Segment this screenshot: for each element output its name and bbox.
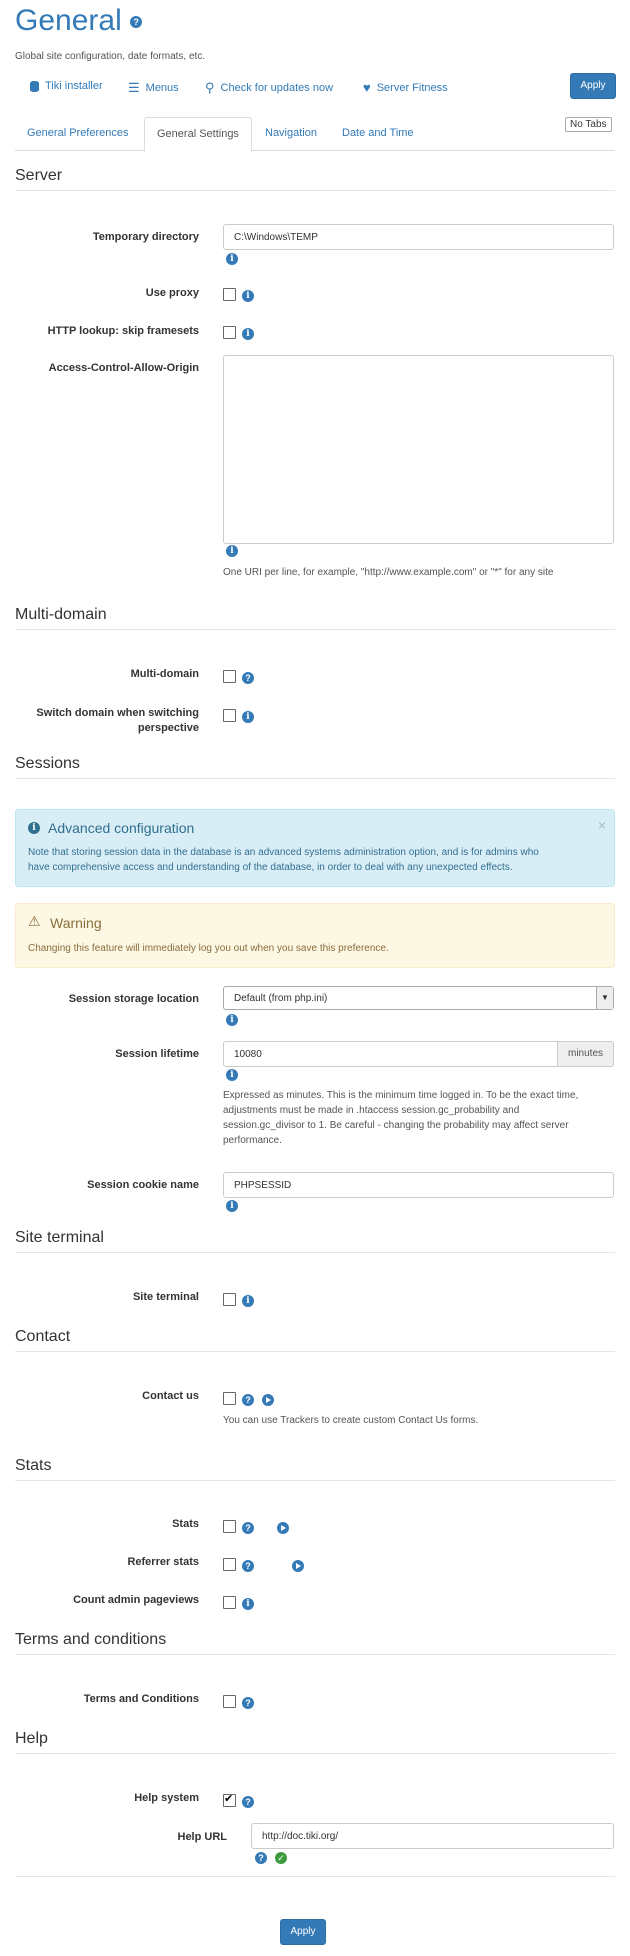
- referrer-stats-checkbox[interactable]: [223, 1558, 236, 1571]
- info-icon[interactable]: i: [226, 545, 238, 557]
- play-icon[interactable]: [277, 1522, 289, 1534]
- contact-us-checkbox[interactable]: [223, 1392, 236, 1405]
- session-cookie-input[interactable]: PHPSESSID: [223, 1172, 614, 1198]
- terms-checkbox[interactable]: [223, 1695, 236, 1708]
- page-subtitle: Global site configuration, date formats, etc.: [15, 51, 206, 62]
- section-help: Help: [15, 1730, 615, 1754]
- page-title-text: General: [15, 4, 122, 37]
- help-url-label: Help URL: [177, 1831, 227, 1843]
- switch-domain-label-line-2: perspective: [137, 722, 199, 734]
- info-icon[interactable]: i: [242, 1598, 254, 1610]
- use-proxy-label: Use proxy: [145, 287, 199, 299]
- alert-body-line-1: Note that storing session data in the database is an advanced systems administration option, and is for admins who: [28, 847, 539, 858]
- server-fitness-label: Server Fitness: [376, 81, 448, 94]
- help-icon[interactable]: ?: [255, 1852, 267, 1864]
- info-icon[interactable]: i: [226, 1069, 238, 1081]
- acao-textarea[interactable]: [223, 355, 614, 544]
- menus-link[interactable]: [128, 80, 179, 96]
- lifetime-hint-line-2: adjustments must be made in .htaccess session.gc_probability and: [223, 1105, 520, 1116]
- info-icon[interactable]: i: [226, 1200, 238, 1212]
- referrer-stats-label: Referrer stats: [127, 1556, 199, 1568]
- check-updates-label: Check for updates now: [220, 82, 334, 94]
- session-cookie-label: Session cookie name: [87, 1179, 199, 1191]
- lifetime-hint-line-4: performance.: [223, 1135, 282, 1146]
- tab-general-preferences[interactable]: General Preferences: [27, 127, 129, 139]
- multidomain-checkbox[interactable]: [223, 670, 236, 683]
- lifetime-hint-line-3: session.gc_divisor to 1. Be careful - changing the probability may affect server: [223, 1120, 569, 1131]
- http-lookup-checkbox[interactable]: [223, 326, 236, 339]
- alert-body-line-2: have comprehensive access and understanding of the database, in order to deal with any unexpected effects.: [28, 862, 513, 873]
- help-icon[interactable]: ?: [242, 1522, 254, 1534]
- contact-hint: You can use Trackers to create custom Contact Us forms.: [223, 1415, 479, 1426]
- server-fitness-link[interactable]: [363, 80, 448, 95]
- info-icon[interactable]: i: [242, 290, 254, 302]
- session-storage-label: Session storage location: [68, 993, 199, 1005]
- info-icon[interactable]: i: [242, 1295, 254, 1307]
- menus-label: Menus: [145, 82, 179, 94]
- temp-dir-input[interactable]: C:\Windows\TEMP: [223, 224, 614, 250]
- tab-bar: [15, 117, 615, 151]
- chevron-down-icon[interactable]: ▼: [596, 987, 613, 1009]
- warning-icon: ⚠: [28, 913, 41, 929]
- session-storage-value: Default (from php.ini): [234, 992, 328, 1004]
- tiki-installer-link[interactable]: [30, 80, 103, 92]
- switch-domain-label-line-1: Switch domain when switching: [36, 707, 199, 719]
- http-lookup-label: HTTP lookup: skip framesets: [47, 325, 199, 337]
- alert-title: Advanced configuration: [48, 820, 195, 836]
- info-icon[interactable]: i: [226, 253, 238, 265]
- help-icon[interactable]: ?: [242, 672, 254, 684]
- check-circle-icon: ✓: [275, 1852, 287, 1864]
- search-icon: ⚲: [205, 80, 215, 95]
- divider: [15, 1876, 615, 1877]
- section-contact: Contact: [15, 1328, 615, 1352]
- session-lifetime-hint: [223, 1088, 578, 1148]
- section-sessions: Sessions: [15, 755, 615, 779]
- lifetime-hint-line-1: Expressed as minutes. This is the minimum time logged in. To be the exact time,: [223, 1090, 579, 1101]
- help-system-label: Help system: [134, 1792, 199, 1804]
- check-updates-link[interactable]: [205, 80, 333, 96]
- help-icon[interactable]: ?: [242, 1394, 254, 1406]
- help-icon[interactable]: ?: [130, 16, 142, 28]
- info-icon[interactable]: i: [242, 328, 254, 340]
- stats-checkbox[interactable]: [223, 1520, 236, 1533]
- close-icon[interactable]: ×: [598, 817, 607, 833]
- play-icon[interactable]: [262, 1394, 274, 1406]
- tiki-installer-label: Tiki installer: [45, 80, 103, 92]
- section-stats: Stats: [15, 1457, 615, 1481]
- help-icon[interactable]: ?: [242, 1697, 254, 1709]
- warning-title: Warning: [50, 915, 102, 931]
- play-icon[interactable]: [292, 1560, 304, 1572]
- terms-label: Terms and Conditions: [83, 1693, 199, 1705]
- session-lifetime-label: Session lifetime: [115, 1048, 199, 1060]
- acao-label: Access-Control-Allow-Origin: [48, 362, 199, 374]
- menu-icon: ☰: [128, 80, 140, 95]
- section-multidomain: Multi-domain: [15, 606, 615, 630]
- count-admin-checkbox[interactable]: [223, 1596, 236, 1609]
- count-admin-label: Count admin pageviews: [73, 1594, 199, 1606]
- stats-label: Stats: [172, 1518, 199, 1530]
- warning-alert: [15, 903, 615, 968]
- help-icon[interactable]: ?: [242, 1560, 254, 1572]
- temp-dir-label: Temporary directory: [92, 231, 199, 243]
- tab-date-and-time[interactable]: Date and Time: [342, 127, 414, 139]
- page-title: [15, 4, 142, 38]
- alert-body: [28, 845, 539, 875]
- apply-button-top[interactable]: Apply: [570, 73, 616, 99]
- help-url-input[interactable]: http://doc.tiki.org/: [251, 1823, 614, 1849]
- info-icon: i: [28, 822, 40, 834]
- section-terms: Terms and conditions: [15, 1631, 615, 1655]
- multidomain-label: Multi-domain: [130, 668, 199, 680]
- help-system-checkbox[interactable]: [223, 1794, 236, 1807]
- switch-domain-checkbox[interactable]: [223, 709, 236, 722]
- heartbeat-icon: ♥: [363, 80, 371, 95]
- use-proxy-checkbox[interactable]: [223, 288, 236, 301]
- acao-hint: One URI per line, for example, "http://www.example.com" or "*" for any site: [223, 567, 554, 578]
- switch-domain-label: [36, 706, 199, 736]
- database-icon: [30, 81, 39, 92]
- site-terminal-checkbox[interactable]: [223, 1293, 236, 1306]
- site-terminal-label: Site terminal: [132, 1291, 199, 1303]
- no-tabs-button[interactable]: No Tabs: [565, 117, 612, 132]
- session-storage-select[interactable]: [223, 986, 614, 1010]
- apply-button-bottom[interactable]: Apply: [280, 1919, 326, 1945]
- help-icon[interactable]: ?: [242, 1796, 254, 1808]
- tab-general-settings[interactable]: General Settings: [144, 117, 252, 152]
- advanced-config-alert: [15, 809, 615, 887]
- section-server: Server: [15, 167, 615, 191]
- session-lifetime-input[interactable]: 10080: [223, 1041, 558, 1067]
- section-site-terminal: Site terminal: [15, 1229, 615, 1253]
- minutes-addon: minutes: [557, 1041, 614, 1067]
- tab-navigation[interactable]: Navigation: [265, 127, 317, 139]
- contact-us-label: Contact us: [142, 1390, 199, 1402]
- info-icon[interactable]: i: [226, 1014, 238, 1026]
- info-icon[interactable]: i: [242, 711, 254, 723]
- warning-body: Changing this feature will immediately log you out when you save this preference.: [28, 943, 389, 954]
